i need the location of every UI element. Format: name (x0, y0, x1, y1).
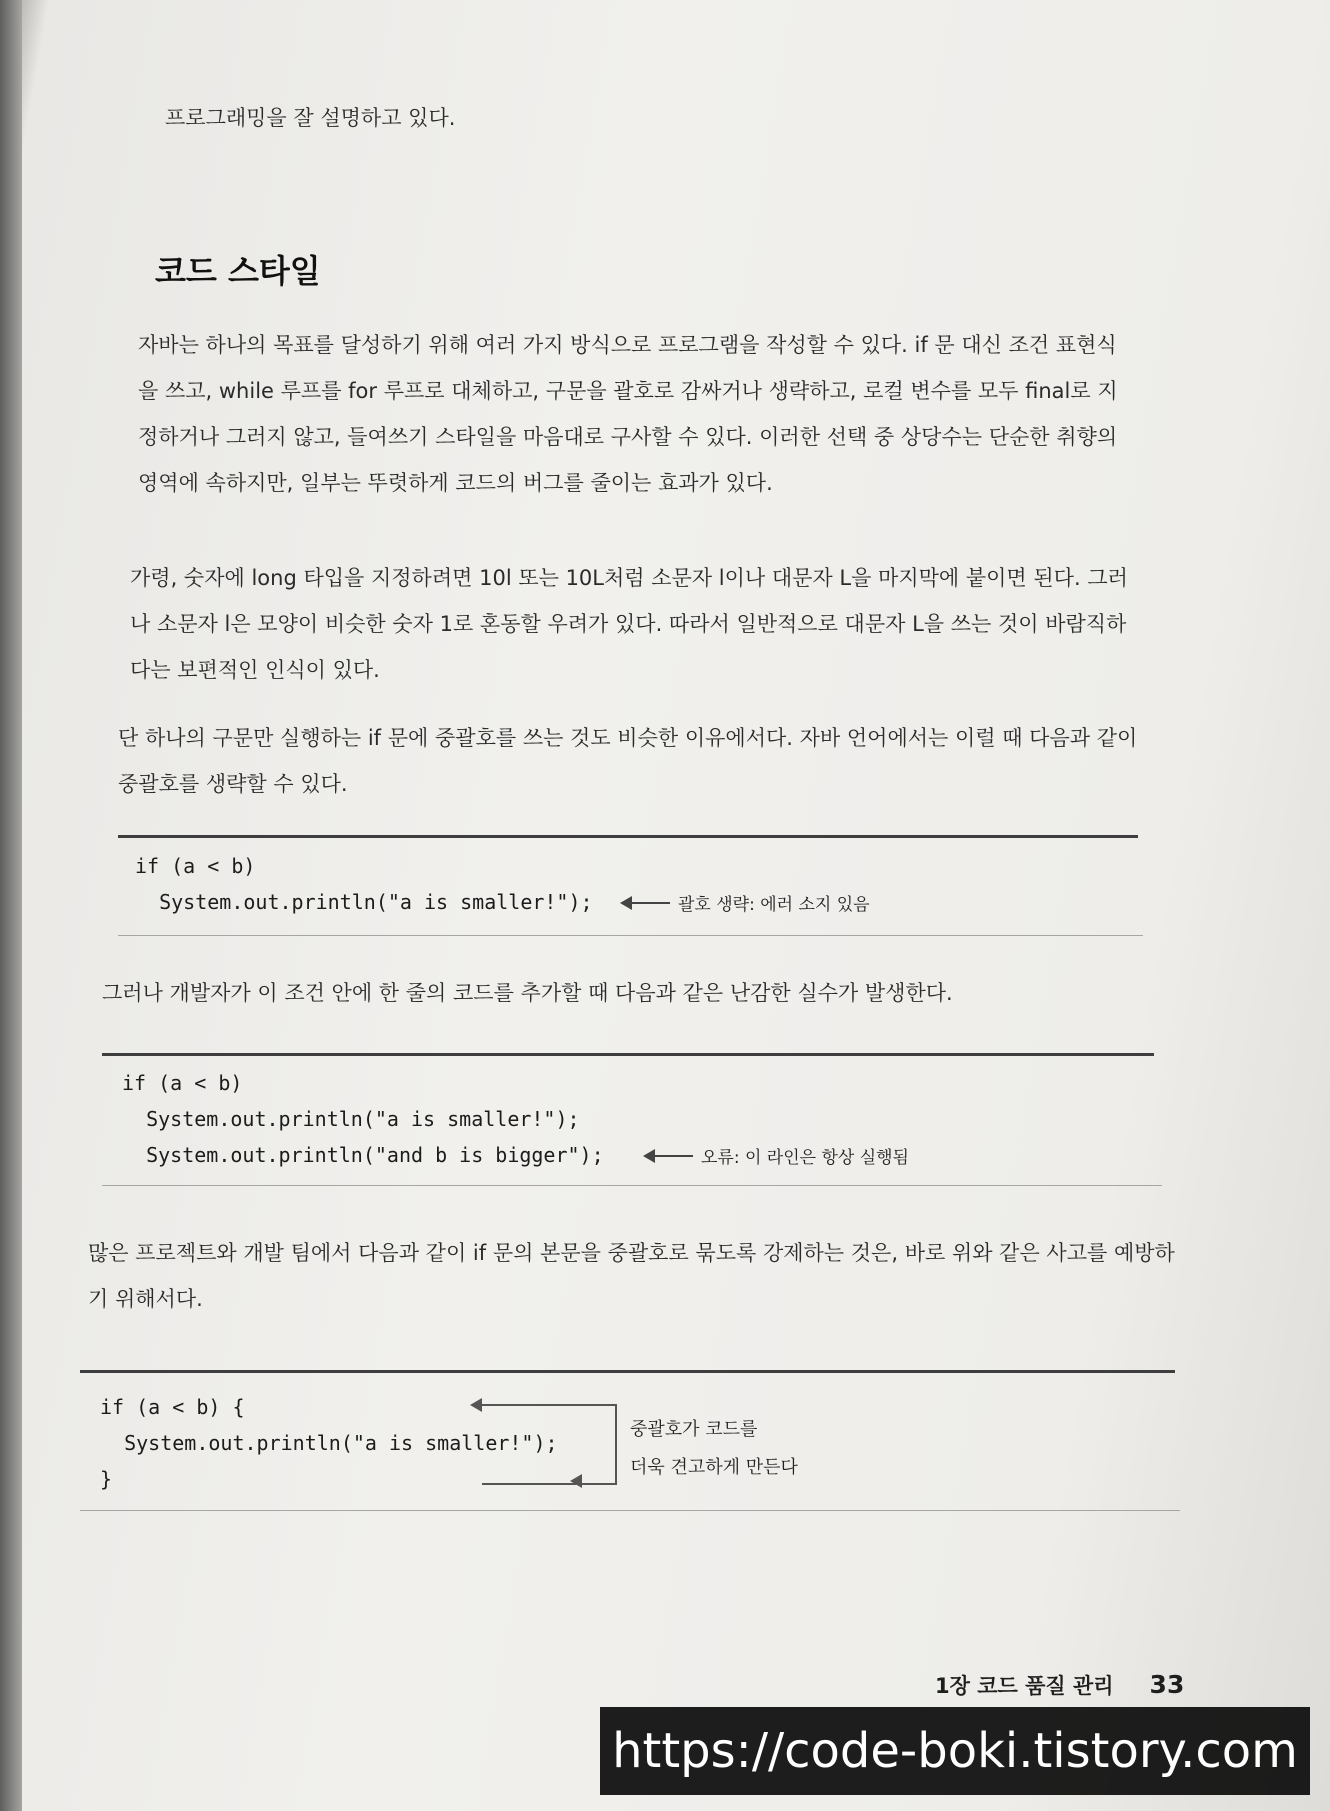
code-line: if (a < b) (135, 854, 256, 878)
code-block-bottom-rule (80, 1510, 1180, 1511)
code-annotation-3 (630, 1411, 798, 1487)
code-line: if (a < b) { (100, 1395, 245, 1419)
previous-paragraph-end: 프로그래밍을 잘 설명하고 있다. (165, 106, 456, 130)
annotation-text: 중괄호가 코드를 (630, 1419, 758, 1440)
annotation-text: 오류: 이 라인은 항상 실행됨 (701, 1148, 909, 1168)
page-footer (935, 1670, 1184, 1700)
paragraph-intro: 자바는 하나의 목표를 달성하기 위해 여러 가지 방식으로 프로그램을 작성할 수 있다. if 문 대신 조건 표현식을 쓰고, while 루프를 for 루프로 대체하고, 구문을 괄호로 감싸거나 생략하고, 로컬 변수를 모두 final로 지정하거나 그러지 않고, 들여쓰기 스타일을 마음대로 구사할 수 있다. 이러한 선택 중 상당수는 단순한 취향의 영역에 속하지만, 일부는 뚜렷하게 코드의 버그를 줄이는 효과가 있다. (138, 333, 1118, 495)
arrow-left-icon (470, 1398, 482, 1412)
code-line: System.out.println("a is smaller!"); (135, 890, 593, 914)
code-line: System.out.println("a is smaller!"); (122, 1107, 580, 1131)
code-line: if (a < b) (122, 1071, 243, 1095)
paragraph-mistake: 그러나 개발자가 이 조건 안에 한 줄의 코드를 추가할 때 다음과 같은 난감한 실수가 발생한다. (102, 981, 953, 1005)
watermark-url: https://code-boki.tistory.com (600, 1707, 1310, 1795)
code-line: System.out.println("and b is bigger"); (122, 1143, 604, 1167)
code-block-top-rule (102, 1053, 1154, 1056)
code-block-2 (122, 1065, 604, 1173)
code-block-top-rule (80, 1370, 1175, 1373)
annotation-text: 더욱 견고하게 만든다 (630, 1457, 798, 1478)
code-annotation-1 (622, 890, 870, 915)
paragraph-braces: 단 하나의 구문만 실행하는 if 문에 중괄호를 쓰는 것도 비슷한 이유에서다. 자바 언어에서는 이럴 때 다음과 같이 중괄호를 생략할 수 있다. (118, 726, 1138, 796)
arrow-left-icon (622, 902, 670, 904)
section-heading: 코드 스타일 (155, 252, 321, 290)
code-block-1 (135, 848, 593, 920)
code-line: } (100, 1467, 113, 1491)
annotation-bracket (482, 1404, 617, 1485)
page-number: 33 (1149, 1670, 1185, 1699)
annotation-text: 괄호 생략: 에러 소지 있음 (678, 895, 870, 915)
code-line: System.out.println("a is smaller!"); (100, 1431, 558, 1455)
paragraph-long-suffix: 가령, 숫자에 long 타입을 지정하려면 10l 또는 10L처럼 소문자 l이나 대문자 L을 마지막에 붙이면 된다. 그러나 소문자 l은 모양이 비슷한 숫자 1로 혼동할 우려가 있다. 따라서 일반적으로 대문자 L을 쓰는 것이 바람직하다는 보편적인 인식이 있다. (130, 566, 1128, 682)
page-edge-shadow (0, 0, 22, 1811)
code-block-bottom-rule (102, 1185, 1162, 1186)
code-annotation-2 (645, 1143, 909, 1168)
arrow-left-icon (645, 1155, 693, 1157)
chapter-title: 1장 코드 품질 관리 (935, 1674, 1114, 1698)
code-block-top-rule (118, 835, 1138, 838)
code-block-bottom-rule (118, 935, 1143, 936)
paragraph-enforce-braces: 많은 프로젝트와 개발 팀에서 다음과 같이 if 문의 본문을 중괄호로 묶도록 강제하는 것은, 바로 위와 같은 사고를 예방하기 위해서다. (88, 1241, 1175, 1311)
